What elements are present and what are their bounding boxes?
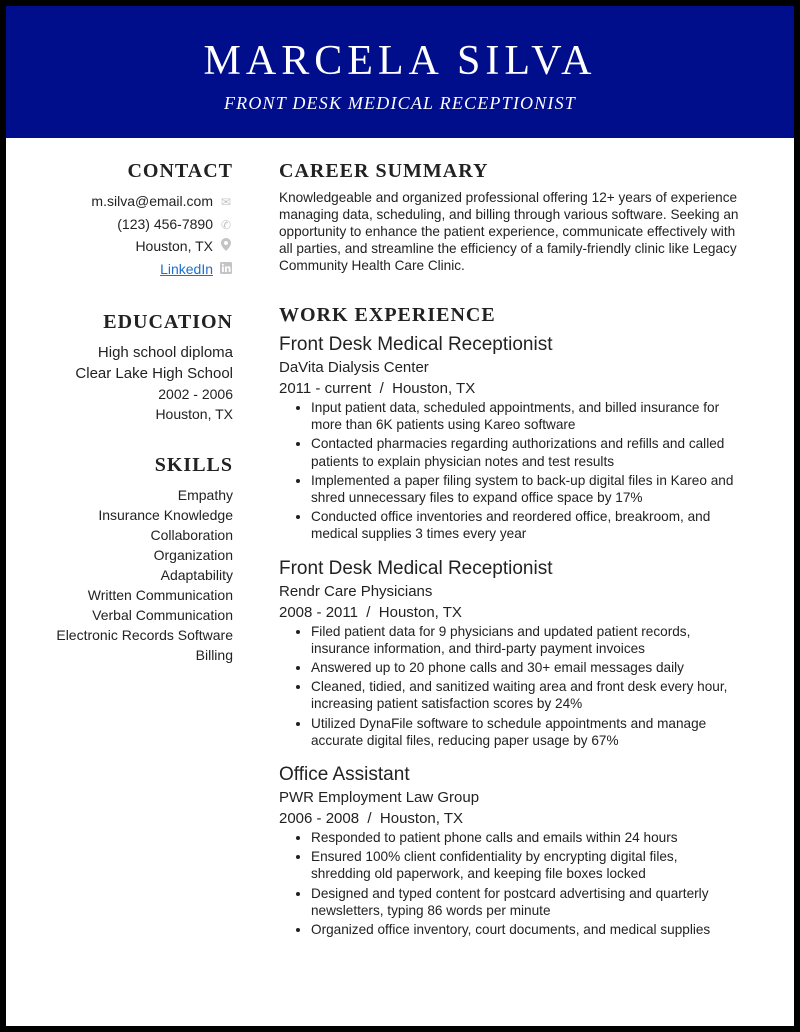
job-title: Front Desk Medical Receptionist bbox=[279, 334, 553, 355]
resume-header bbox=[6, 6, 794, 138]
skill-item: Electronic Records Software bbox=[56, 627, 233, 643]
job-bullet: • Answered up to 20 phone calls and 30+ email messages daily bbox=[311, 659, 739, 676]
contact-phone bbox=[6, 214, 233, 237]
education-years: 2002 - 2006 bbox=[158, 386, 233, 402]
job-bullet: • Filed patient data for 9 physicians and updated patient records, insurance information, and third-party payment invoices bbox=[311, 623, 739, 657]
job-entry bbox=[279, 763, 739, 938]
phone-icon: ✆ bbox=[220, 217, 232, 232]
job-dates: 2008 - 2011 / Houston, TX bbox=[279, 603, 462, 621]
left-column bbox=[6, 138, 233, 665]
candidate-title: FRONT DESK MEDICAL RECEPTIONIST bbox=[223, 93, 577, 113]
job-bullet: • Input patient data, scheduled appointments, and billed insurance for more than 6K patients using Kareo software bbox=[311, 399, 739, 433]
job-company: PWR Employment Law Group bbox=[279, 789, 480, 807]
right-column bbox=[279, 138, 739, 952]
job-bullets bbox=[279, 829, 739, 938]
job-bullet: • Responded to patient phone calls and emails within 24 hours bbox=[311, 829, 739, 846]
phone-text: (123) 456-7890 bbox=[117, 215, 213, 232]
skill-item: Written Communication bbox=[87, 587, 233, 603]
location-text: Houston, TX bbox=[135, 238, 213, 254]
job-bullet: • Designed and typed content for postcard advertising and quarterly newsletters, typing 86 words per minute bbox=[311, 885, 739, 919]
skills-heading: SKILLS bbox=[154, 454, 233, 476]
email-text: m.silva@email.com bbox=[91, 193, 213, 209]
skill-item: Empathy bbox=[177, 487, 233, 503]
skill-item: Insurance Knowledge bbox=[98, 507, 233, 523]
linkedin-icon bbox=[219, 260, 233, 282]
map-pin-icon bbox=[219, 237, 233, 259]
job-bullet: • Implemented a paper filing system to back-up digital files in Kareo and shred unnecessary files to expand office space by 17% bbox=[311, 472, 739, 506]
contact-location bbox=[6, 236, 233, 259]
job-dates: 2006 - 2008 / Houston, TX bbox=[279, 810, 464, 828]
job-dates: 2011 - current / Houston, TX bbox=[279, 380, 476, 397]
contact-linkedin bbox=[6, 259, 233, 282]
skill-item: Billing bbox=[195, 647, 233, 663]
job-bullet: • Utilized DynaFile software to schedule appointments and manage accurate digital files, reducing paper usage by 67% bbox=[311, 715, 739, 749]
job-company: Rendr Care Physicians bbox=[279, 582, 433, 600]
skill-item: Verbal Communication bbox=[92, 607, 233, 623]
summary-text: Knowledgeable and organized professional offering 12+ years of experience managing data, scheduling, and billing through various software. Seeking an opportunity to enhance the patient experience, communicate effectively with all parties, and streamline the efficiency of a family-friendly clinic like Legacy Community Health Care Clinic. bbox=[279, 190, 739, 273]
job-entry bbox=[279, 557, 739, 749]
job-bullet: • Cleaned, tidied, and sanitized waiting area and front desk every hour, increasing patient satisfaction scores by 24% bbox=[311, 678, 739, 712]
job-bullet: • Ensured 100% client confidentiality by encrypting digital files, shredding old paperwork, and keeping file boxes locked bbox=[311, 848, 739, 882]
education-heading: EDUCATION bbox=[103, 311, 233, 333]
experience-heading: WORK EXPERIENCE bbox=[279, 304, 496, 326]
envelope-icon: ✉ bbox=[220, 195, 232, 209]
job-bullets bbox=[279, 623, 739, 749]
job-entry bbox=[279, 333, 739, 543]
resume-page bbox=[6, 6, 794, 1026]
linkedin-link[interactable]: LinkedIn bbox=[160, 260, 213, 277]
contact-email bbox=[6, 191, 233, 214]
job-bullet: • Conducted office inventories and reordered office, breakroom, and medical supplies 3 times every year bbox=[311, 508, 739, 542]
job-company: DaVita Dialysis Center bbox=[279, 359, 429, 376]
job-title: Front Desk Medical Receptionist bbox=[279, 557, 553, 579]
skill-item: Organization bbox=[153, 547, 233, 563]
skill-item: Collaboration bbox=[150, 527, 233, 543]
education-degree: High school diploma bbox=[97, 344, 233, 361]
skills-list bbox=[6, 485, 233, 665]
job-bullets bbox=[279, 399, 739, 543]
contact-heading: CONTACT bbox=[127, 160, 233, 182]
skill-item: Adaptability bbox=[160, 567, 233, 583]
summary-heading: CAREER SUMMARY bbox=[279, 160, 489, 182]
job-bullet: • Contacted pharmacies regarding authorizations and refills and called patients to explain physician notes and test results bbox=[311, 435, 739, 469]
job-bullet: • Organized office inventory, court documents, and medical supplies bbox=[311, 921, 739, 938]
education-school: Clear Lake High School bbox=[75, 365, 233, 382]
candidate-name: MARCELA SILVA bbox=[203, 38, 597, 84]
job-title: Office Assistant bbox=[279, 764, 410, 786]
education-location: Houston, TX bbox=[155, 406, 233, 422]
